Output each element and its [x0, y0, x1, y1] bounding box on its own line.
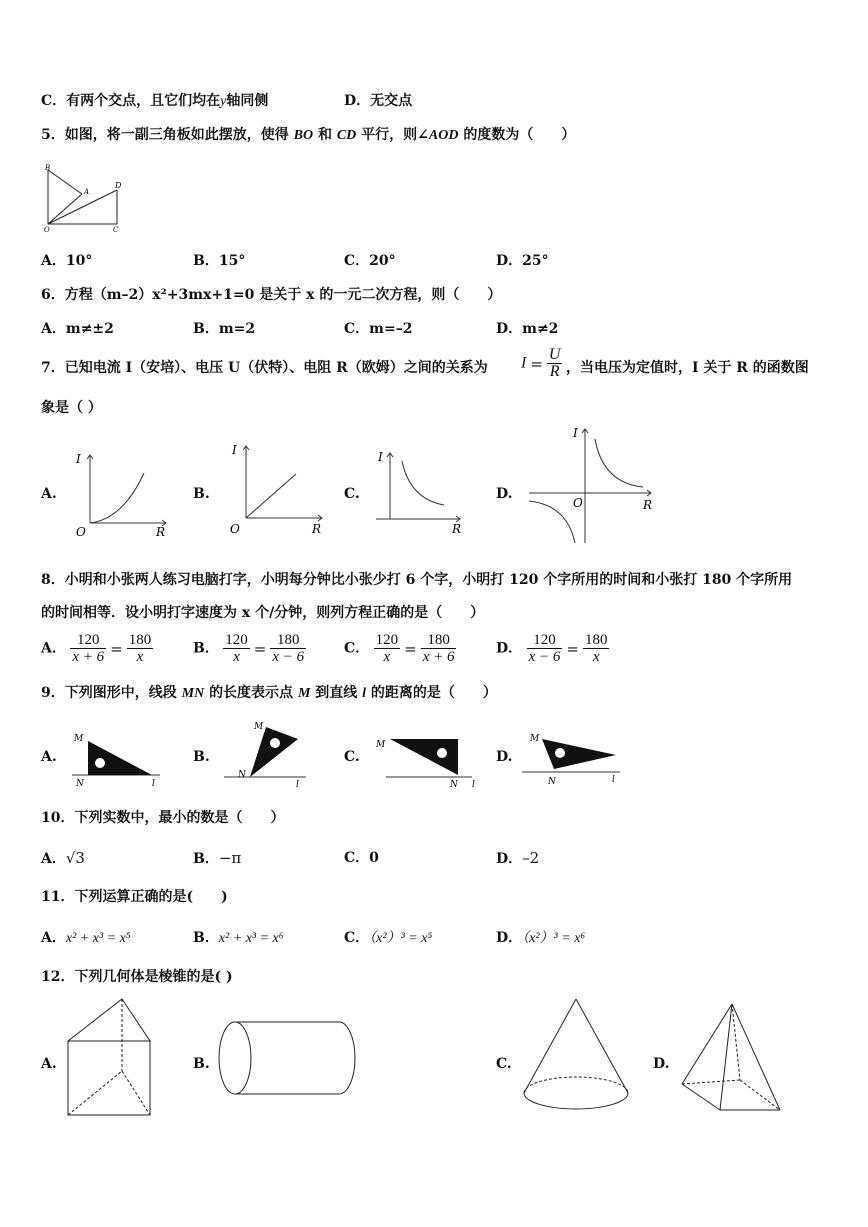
- q7c-axis-i: I: [378, 450, 383, 464]
- q10-option-d[interactable]: D．–2: [496, 849, 540, 867]
- q6-option-d[interactable]: D．m≠2: [496, 321, 559, 337]
- q4-option-c: C．有两个交点，且它们均在y轴同侧: [41, 93, 269, 109]
- q7a-origin: O: [76, 525, 86, 537]
- q10-option-b[interactable]: B．−π: [193, 849, 242, 867]
- q6-stem: 6．方程（m–2）x²+3mx+1=0 是关于 x 的一元二次方程，则（ ）: [41, 287, 502, 303]
- q6-option-a[interactable]: A．m≠±2: [41, 321, 114, 337]
- q7b-axis-r: R: [312, 522, 322, 536]
- q9a-m: M: [74, 734, 84, 744]
- q7-graph-b[interactable]: [224, 440, 329, 537]
- q6-option-c[interactable]: C．m=–2: [344, 321, 413, 337]
- q7-option-d-label[interactable]: D.: [496, 486, 513, 502]
- q9-stem: 9．下列图形中，线段 MN 的长度表示点 M 到直线 l 的距离的是（ ）: [41, 685, 497, 701]
- q12-option-a-label[interactable]: A.: [41, 1056, 57, 1072]
- q8-option-a[interactable]: A． $\frac{120}{x + 6}$ = $\frac{180}{x}$: [41, 632, 152, 665]
- q5-option-c[interactable]: C．20°: [344, 253, 396, 269]
- q9-figure-a[interactable]: [70, 725, 165, 787]
- q5-label-a: A: [84, 188, 90, 196]
- q9a-n: N: [76, 779, 84, 787]
- q5-stem: 5．如图，将一副三角板如此摆放，使得 BO 和 CD 平行，则∠AOD 的度数为（ ）: [41, 127, 576, 143]
- q9-figure-d[interactable]: [520, 725, 625, 789]
- q9b-l: l: [296, 780, 299, 789]
- q5-label-d: D: [115, 181, 122, 190]
- q8-option-b[interactable]: B． $\frac{120}{x}$ = $\frac{180}{x - 6}$: [193, 632, 305, 665]
- q12-option-d-label[interactable]: D.: [653, 1056, 670, 1072]
- q9-option-d-label[interactable]: D.: [496, 749, 513, 765]
- q7b-axis-i: I: [232, 443, 237, 457]
- q8-option-c[interactable]: C． $\frac{120}{x}$ = $\frac{180}{x + 6}$: [344, 632, 455, 665]
- q9b-m: M: [254, 722, 264, 732]
- q7d-origin: O: [573, 496, 583, 510]
- q7-formula: I = $\frac{U}{R}$: [521, 346, 561, 380]
- q7b-origin: O: [230, 522, 240, 536]
- q10-option-a[interactable]: A．√3: [41, 849, 85, 867]
- q8-option-d[interactable]: D． $\frac{120}{x - 6}$ = $\frac{180}{x}$: [496, 632, 608, 665]
- q7-stem-line2: 象是（ ）: [41, 400, 102, 416]
- q9b-n: N: [238, 770, 246, 780]
- q7a-axis-r: R: [156, 525, 166, 537]
- q9d-l: l: [612, 775, 615, 785]
- q7d-axis-r: R: [643, 498, 653, 512]
- q5-label-b: B: [45, 164, 51, 172]
- q4-option-d: D．无交点: [344, 93, 413, 109]
- q7c-axis-r: R: [452, 522, 462, 536]
- q9-option-a-label[interactable]: A.: [41, 749, 57, 765]
- q11-stem: 11．下列运算正确的是( ): [41, 889, 228, 905]
- q7-option-b-label[interactable]: B.: [193, 486, 210, 502]
- q7-graph-a[interactable]: [68, 445, 173, 537]
- q11-option-d[interactable]: D．（x²）³ = x⁶: [496, 930, 586, 946]
- q12-option-b-label[interactable]: B.: [193, 1056, 210, 1072]
- q7-option-a-label[interactable]: A.: [41, 486, 57, 502]
- q7-graph-d[interactable]: [525, 423, 660, 547]
- q8-stem-line2: 的时间相等．设小明打字速度为 x 个/分钟，则列方程正确的是（ ）: [41, 605, 485, 621]
- q12-pyramid-figure[interactable]: [676, 1000, 788, 1118]
- q7-graph-c[interactable]: [372, 445, 467, 537]
- q5-option-b[interactable]: B．15°: [193, 253, 246, 269]
- q12-option-c-label[interactable]: C.: [496, 1056, 512, 1072]
- q8-stem-line1: 8．小明和小张两人练习电脑打字，小明每分钟比小张少打 6 个字，小明打 120 个字所用的时间和小张打 180 个字所用: [41, 572, 793, 588]
- q9-figure-b[interactable]: [222, 717, 312, 789]
- q12-cylinder-figure[interactable]: [215, 1018, 357, 1100]
- q9-figure-c[interactable]: [372, 725, 482, 789]
- q9c-n: N: [450, 780, 458, 789]
- q9-option-c-label[interactable]: C.: [344, 749, 360, 765]
- q9c-m: M: [376, 740, 386, 750]
- q12-prism-figure[interactable]: [64, 995, 159, 1120]
- q7a-axis-i: I: [76, 452, 81, 466]
- q7-option-c-label[interactable]: C.: [344, 486, 360, 502]
- q12-stem: 12．下列几何体是棱锥的是( ): [41, 969, 233, 985]
- q9c-l: l: [472, 780, 475, 789]
- q11-option-a[interactable]: A．x² + x³ = x⁵: [41, 930, 131, 946]
- q11-option-b[interactable]: B．x² + x³ = x⁶: [193, 930, 284, 946]
- q9a-l: l: [152, 779, 155, 787]
- q7d-axis-i: I: [573, 426, 578, 440]
- q9-option-b-label[interactable]: B.: [193, 749, 210, 765]
- q5-label-o: O: [44, 226, 50, 234]
- q11-option-c[interactable]: C．（x²）³ = x⁵: [344, 930, 433, 946]
- q7-stem: 7．已知电流 I（安培）、电压 U（伏特）、电阻 R（欧姆）之间的关系为: [41, 360, 488, 376]
- q9d-m: M: [530, 734, 540, 744]
- q5-label-c: C: [113, 226, 119, 234]
- q7-stem-tail: ，当电压为定值时，I 关于 R 的函数图: [566, 360, 809, 376]
- q5-option-d[interactable]: D．25°: [496, 253, 549, 269]
- q5-triangle-figure: [40, 160, 140, 234]
- q9d-n: N: [548, 777, 556, 787]
- q5-option-a[interactable]: A．10°: [41, 253, 93, 269]
- q6-option-b[interactable]: B．m=2: [193, 321, 256, 337]
- q10-option-c[interactable]: C．0: [344, 850, 379, 866]
- q10-stem: 10．下列实数中，最小的数是（ ）: [41, 810, 285, 826]
- q12-cone-figure[interactable]: [520, 995, 634, 1117]
